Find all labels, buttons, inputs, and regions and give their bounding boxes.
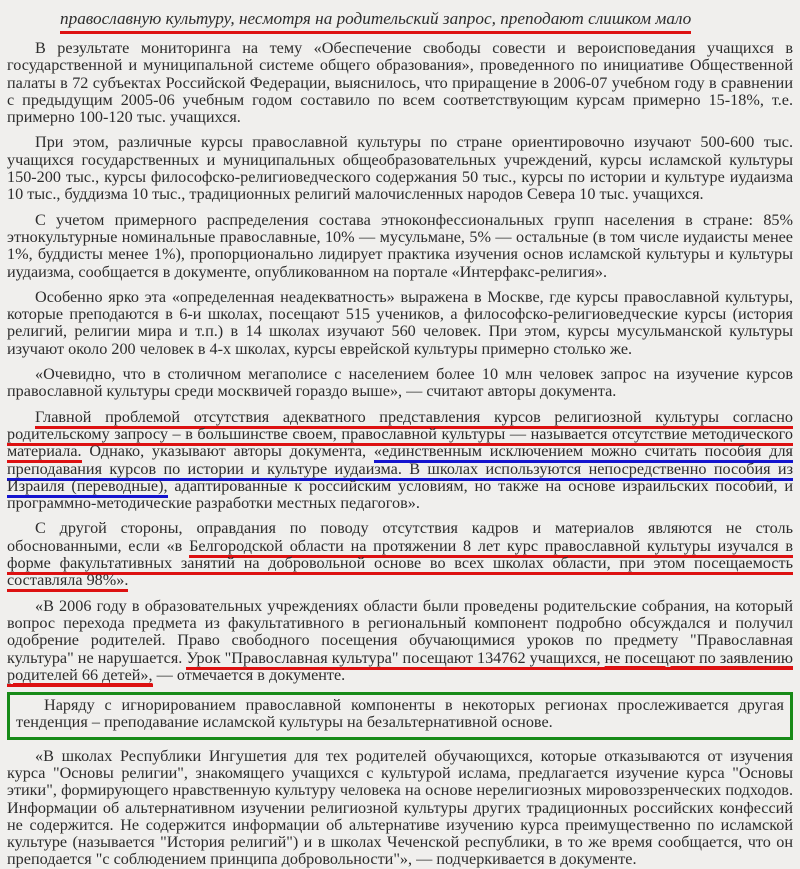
red-underlined-text: Урок "Православная культура" посещают 134762 учащихся,: [186, 649, 604, 670]
page-title: [7, 8, 793, 29]
highlight-box: [7, 692, 793, 740]
document-body: [7, 8, 793, 869]
paragraph: [7, 748, 793, 869]
text-segment: «Очевидно, что в столичном мегаполисе с населением более 10 млн человек запрос на изучение курсов православной культуры среди москвичей гораздо выше», — считают авторы документа.: [7, 365, 793, 401]
blue-underlined-text: «единственным исключением можно считать пособия для преподавания курсов по истории и культуре иудаизма. В школах используются непосредственно пособия из Израиля (переводные),: [7, 442, 793, 498]
text-segment: При этом, различные курсы православной культуры по стране ориентировочно изучают 500-600 тыс. учащихся государственных и муниципальных общеобразовательных учреждений, курсы исламской культуры 150-200 тыс., курсы философско-религиоведческого содержания 50 тыс., курсы по истории и культуре иудаизма 10 тыс., буддизма 10 тыс., традиционных религий малочисленных народов Севера 10 тыс. учащихся.: [7, 133, 793, 204]
paragraph: [7, 409, 793, 513]
red-double-underlined-text: не посещают по заявлению родителей 66 детей»,: [7, 649, 793, 687]
paragraph: [7, 134, 793, 203]
text-segment: «В школах Республики Ингушетия для тех родителей обучающихся, которые отказываются от изучения курса "Основы религии", знакомящего учащихся с культурой ислама, предлагается изучение курса "Основы этики", формирующего нравственную культуру человека на основе нерелигиозных мировоззренческих подходов. Информации об альтернативном изучении религиозной культуры других традиционных российских конфессий не содержится. Не содержится информации об альтернативе изучению курса преимущественно по исламской культуре (называется "История религий") и в школах Чеченской республики, в то же время сообщается, что он преподается "с соблюдением принципа добровольности"», — подчеркивается в документе.: [7, 746, 793, 869]
paragraph: [7, 598, 793, 684]
text-segment: Однако, указывают авторы документа,: [81, 442, 374, 461]
red-underlined-text: православную культуру, несмотря на родительский запрос, преподают слишком мало: [60, 9, 691, 34]
text-segment: Наряду с игнорированием православной компоненты в некоторых регионах прослеживается другая тенденция – преподавание исламской культуры на безальтернативной основе.: [16, 696, 784, 732]
text-segment: С учетом примерного распределения состава этноконфессиональных групп населения в стране: 85% этнокультурные номинальные православные, 10% — мусульмане, 5% — остальные (в том числе иудаисты менее 1%, буддисты менее 1%), пропорционально лидирует практика изучения основ исламской культуры и культуры иудаизма, сообщается в документе, опубликованном на портале «Интерфакс-религия».: [7, 210, 793, 281]
text-segment: «В 2006 году в образовательных учреждениях области были проведены родительские собрания, на который вопрос перехода предмета из факультативного в региональный компонент подробно обсуждался и получил одобрение родителей. Право свободного посещения обучающимися уроков по предмету "Православная культура" не нарушается.: [7, 596, 793, 667]
text-segment: Особенно ярко эта «определенная неадекватность» выражена в Москве, где курсы православной культуры, которые преподаются в 6-и школах, посещают 515 учеников, а философско-религиоведческие курсы (история религий, религии мира и т.п.) в 14 школах изучают 560 человек. При этом, курсы мусульманской культуры изучают около 200 человек в 4-х школах, курсы еврейской культуры примерно столько же.: [7, 287, 793, 358]
red-underlined-text: Главной проблемой отсутствия адекватного представления курсов религиозной культуры согласно родительскому запросу – в большинстве своем, православной культуры — называется отсутствие методического материала.: [7, 408, 793, 464]
text-segment: В результате мониторинга на тему «Обеспечение свободы совести и вероисповедания учащихся в государственной и муниципальной системе общего образования», проведенного по инициативе Общественной палаты в 72 субъектах Российской Федерации, выяснилось, что приращение в 2006-07 учебном году в сравнении с предыдущим 2005-06 учебным годом составило по всем соответствующим курсам примерно 15-18%, т.е. примерно 100-120 тыс. учащихся.: [7, 39, 793, 127]
boxed-paragraph: [16, 697, 784, 732]
paragraph: [7, 212, 793, 281]
text-segment: — отмечается в документе.: [152, 665, 346, 684]
paragraph: [7, 366, 793, 401]
paragraph: [7, 289, 793, 358]
text-segment: адаптированные к российским условиям, но также на основе израильских пособий, и программно-методические разработки местных педагогов».: [7, 476, 794, 513]
paragraph: [7, 520, 793, 589]
paragraph: [7, 40, 793, 126]
text-segment: С другой стороны, оправдания по поводу отсутствия кадров и материалов являются не столь обоснованными, если «в: [7, 519, 793, 555]
red-underlined-text: Белгородской области на протяжении 8 лет курс православной культуры изучался в форме факультативных занятий на добровольной основе во всех школах области, при этом посещаемость составляла 98%».: [7, 537, 793, 593]
